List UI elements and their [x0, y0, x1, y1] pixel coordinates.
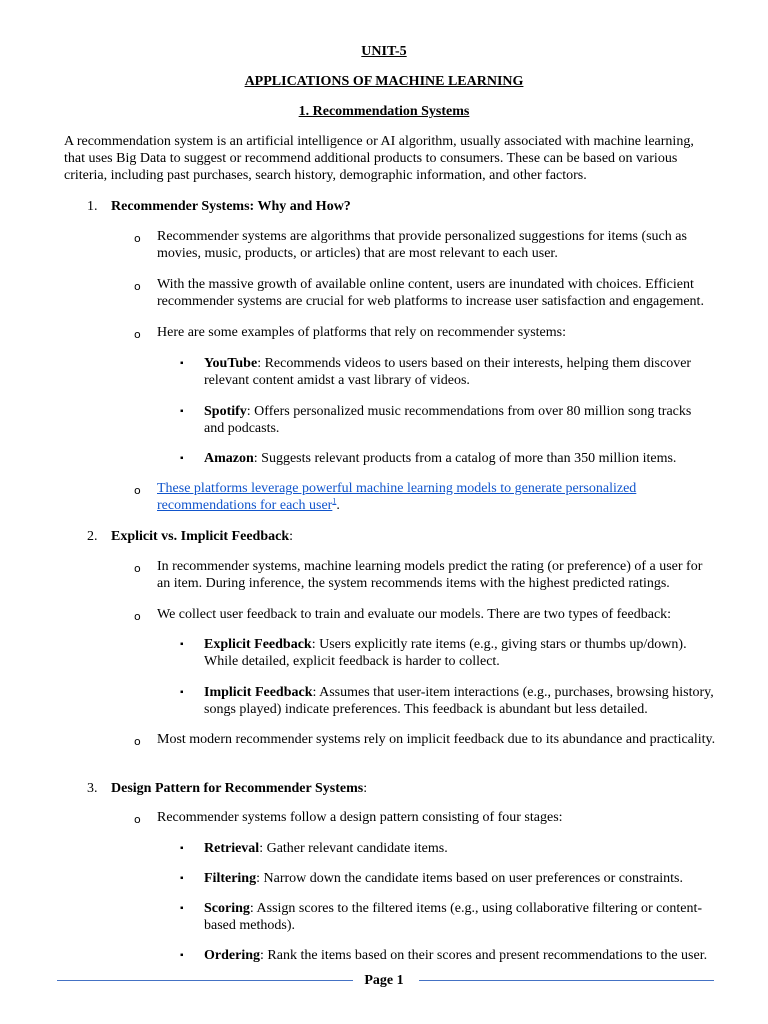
section-title: Explicit vs. Implicit Feedback: — [111, 529, 294, 544]
bullet-icon: o — [134, 328, 141, 341]
sub-list-item: YouTube: Recommends videos to users based on their interests, helping them discover relevant content amidst a vast library of videos. — [204, 356, 692, 388]
document-title: APPLICATIONS OF MACHINE LEARNING — [244, 74, 524, 89]
bullet-icon: o — [134, 280, 141, 293]
square-bullet-icon: ▪ — [180, 903, 184, 914]
square-bullet-icon: ▪ — [180, 687, 184, 698]
footer-rule-right — [419, 980, 714, 981]
section-number: 2. — [87, 529, 98, 544]
bullet-icon: o — [134, 232, 141, 245]
list-item: We collect user feedback to train and evaluate our models. There are two types of feedback: — [157, 607, 672, 622]
section-heading: 1. Recommendation Systems — [298, 104, 470, 119]
footnote-marker[interactable]: 1 — [332, 496, 337, 506]
list-item: In recommender systems, machine learning models predict the rating (or preference) of a user for an item. During inference, the system recommends items with the highest predicted ratings. — [157, 559, 703, 591]
bullet-icon: o — [134, 562, 141, 575]
sub-list-item: Retrieval: Gather relevant candidate items. — [204, 841, 448, 856]
square-bullet-icon: ▪ — [180, 950, 184, 961]
list-item: Most modern recommender systems rely on implicit feedback due to its abundance and practicality. — [157, 732, 716, 747]
bullet-icon: o — [134, 610, 141, 623]
sub-list-item: Spotify: Offers personalized music recommendations from over 80 million song tracks and podcasts. — [204, 404, 692, 436]
page-number: Page 1 — [364, 973, 404, 988]
list-item: Here are some examples of platforms that rely on recommender systems: — [157, 325, 566, 340]
square-bullet-icon: ▪ — [180, 873, 184, 884]
reference-link[interactable]: These platforms leverage powerful machine learning models to generate personalized recommendations for each user — [157, 481, 637, 513]
sub-list-item: Amazon: Suggests relevant products from a catalog of more than 350 million items. — [204, 451, 677, 466]
square-bullet-icon: ▪ — [180, 406, 184, 417]
list-item: Recommender systems follow a design pattern consisting of four stages: — [157, 810, 563, 825]
sub-list-item: Ordering: Rank the items based on their scores and present recommendations to the user. — [204, 948, 708, 963]
square-bullet-icon: ▪ — [180, 639, 184, 650]
bullet-icon: o — [134, 735, 141, 748]
bullet-icon: o — [134, 813, 141, 826]
section-number: 3. — [87, 781, 98, 796]
square-bullet-icon: ▪ — [180, 843, 184, 854]
square-bullet-icon: ▪ — [180, 358, 184, 369]
list-item: Recommender systems are algorithms that provide personalized suggestions for items (such as movies, music, products, or articles) that are most relevant to each user. — [157, 229, 687, 261]
section-number: 1. — [87, 199, 98, 214]
section-title: Design Pattern for Recommender Systems: — [111, 781, 368, 796]
square-bullet-icon: ▪ — [180, 453, 184, 464]
footer-rule-left — [57, 980, 353, 981]
list-item: These platforms leverage powerful machine learning models to generate personalized recommendations for each user$^1$. — [157, 481, 637, 513]
bullet-icon: o — [134, 484, 141, 497]
list-item: With the massive growth of available online content, users are inundated with choices. Efficient recommender systems are crucial for web platforms to increase user satisfaction and engagement. — [157, 277, 704, 309]
sub-list-item: Filtering: Narrow down the candidate items based on user preferences or constraints. — [204, 871, 683, 886]
unit-heading: UNIT-5 — [361, 44, 407, 59]
sub-list-item: Scoring: Assign scores to the filtered items (e.g., using collaborative filtering or content-based methods). — [204, 901, 703, 933]
sub-list-item: Explicit Feedback: Users explicitly rate items (e.g., giving stars or thumbs up/down). While detailed, explicit feedback is harder to collect. — [204, 637, 687, 669]
section-title: Recommender Systems: Why and How? — [111, 199, 351, 214]
intro-paragraph: A recommendation system is an artificial intelligence or AI algorithm, usually associated with machine learning, that uses Big Data to suggest or recommend additional products to consumers. These can be based on various criteria, including past purchases, search history, demographic information, and other factors. — [64, 134, 694, 183]
sub-list-item: Implicit Feedback: Assumes that user-item interactions (e.g., purchases, browsing history, songs played) indicate preferences. This feedback is abundant but less detailed. — [204, 685, 714, 717]
